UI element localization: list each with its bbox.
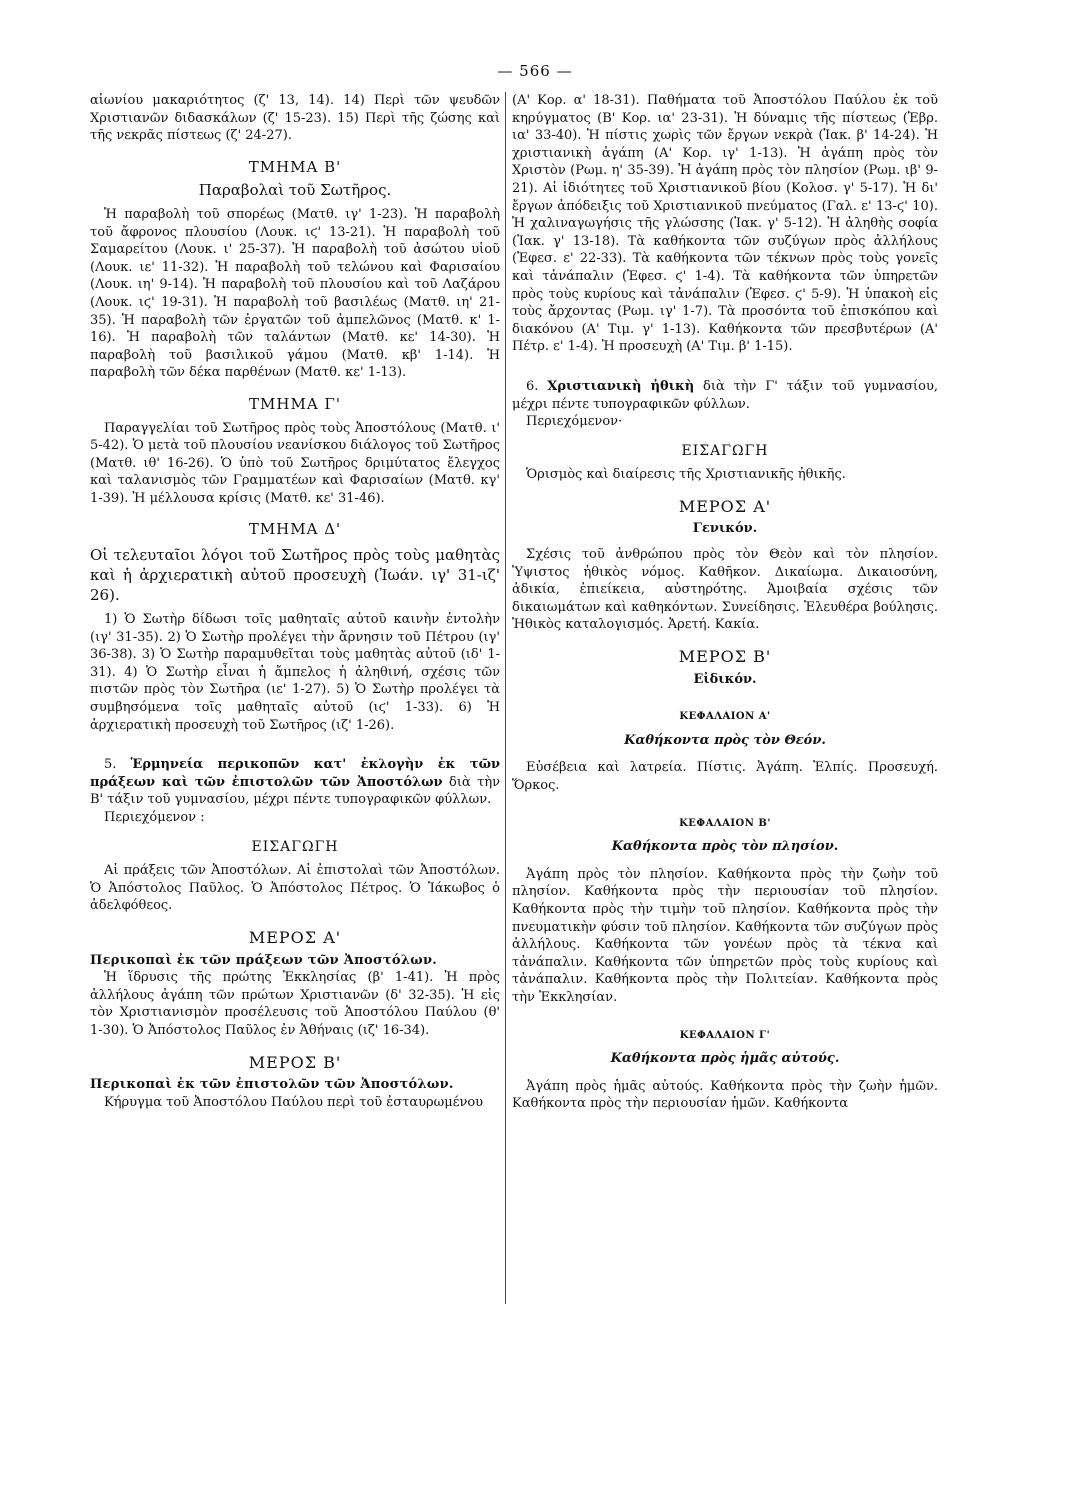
item-6-part-b-title: Εἰδικόν. [693, 671, 757, 687]
chapter-b-heading: ΚΕΦΑΛΑΙΟΝ Β' [679, 817, 771, 829]
section-c-heading: ΤΜΗΜΑ Γ' [249, 394, 341, 413]
item-5-introduction-text: Αἱ πράξεις τῶν Ἀποστόλων. Αἱ ἐπιστολαὶ τῶν Ἀποστόλων. Ὁ Ἀπόστολος Παῦλος. Ὁ Ἀπόστολος Πέτρος. Ὁ Ἰάκωβος ὁ ἀδελφόθεος. [90, 863, 500, 914]
right-column [512, 92, 938, 1113]
chapter-a-title: Καθήκοντα πρὸς τὸν Θεόν. [624, 732, 826, 748]
chapter-c-heading: ΚΕΦΑΛΑΙΟΝ Γ' [679, 1029, 771, 1041]
item-5-title: Ἑρμηνεία περικοπῶν κατ' ἐκλογὴν ἐκ τῶν πράξεων καὶ τῶν ἐπιστολῶν τῶν Ἀποστόλων [90, 757, 500, 790]
chapter-a-text: Εὐσέβεια καὶ λατρεία. Πίστις. Ἀγάπη. Ἐλπίς. Προσευχή. Ὅρκος. [512, 760, 938, 793]
item-5-part-a-heading: ΜΕΡΟΣ Α' [248, 927, 342, 947]
item-6-part-a-title: Γενικόν. [692, 521, 758, 537]
item-6-block [512, 378, 938, 431]
chapter-c-text: Ἀγάπη πρὸς ἡμᾶς αὐτούς. Καθήκοντα πρὸς τὴν ζωὴν ἡμῶν. Καθήκοντα πρὸς τὴν περιουσίαν ἡμῶν. Καθήκοντα [512, 1078, 938, 1112]
item-5-part-b-title: Περικοπαὶ ἐκ τῶν ἐπιστολῶν τῶν Ἀποστόλων. [90, 1077, 454, 1093]
column-divider [505, 92, 506, 1304]
page-number: — 566 — [497, 62, 573, 80]
item-5-description: διὰ τὴν Β' τάξιν τοῦ γυμνασίου, μέχρι πέντε τυπογραφικῶν φύλλων. [90, 774, 501, 808]
item-6-number: 6. [526, 378, 539, 394]
item-6-part-a-text: Σχέσις τοῦ ἀνθρώπου πρὸς τὸν Θεὸν καὶ τὸν πλησίον. Ὑψιστος ἠθικὸς νόμος. Καθῆκον. Δικαίωμα. Δικαιοσύνη, ἀδικία, ἐπιείκεια, αὐστηρότης. Ἀμοιβαία σχέσις τῶν δικαιωμάτων καὶ καθηκόντων. Συνείδησις. Ἐλευθέρα βούλησις. Ἠθικὸς καταλογισμός. Ἀρετή. Κακία. [512, 547, 938, 633]
left-column [90, 92, 500, 1111]
item-6-description: διὰ τὴν Γ' τάξιν τοῦ γυμνασίου, μέχρι πέντε τυπογραφικῶν φύλλων. [512, 378, 939, 412]
item-5-introduction-heading: ΕΙΣΑΓΩΓΗ [251, 838, 339, 855]
chapter-c-title: Καθήκοντα πρὸς ἡμᾶς αὐτούς. [610, 1051, 840, 1067]
section-c-text: Παραγγελίαι τοῦ Σωτῆρος πρὸς τοὺς Ἀποστόλους (Ματθ. ι' 5-42). Ὁ μετὰ τοῦ πλουσίου νεανίσκου διάλογος τοῦ Σωτῆρος (Ματθ. ιθ' 16-26). Ὁ ὑπὸ τοῦ Σωτῆρος δριμύτατος ἔλεγχος καὶ ταλανισμὸς τῶν Γραμματέων καὶ Φαρισαίων (Ματθ. κγ' 1-39). Ἡ μέλλουσα κρίσις (Ματθ. κε' 31-46). [90, 420, 500, 506]
chapter-b-title: Καθήκοντα πρὸς τὸν πλησίον. [611, 839, 839, 855]
chapter-a-heading: ΚΕΦΑΛΑΙΟΝ Α' [679, 711, 771, 723]
section-d-text: 1) Ὁ Σωτὴρ δίδωσι τοῖς μαθηταῖς αὐτοῦ καινὴν ἐντολὴν (ιγ' 31-35). 2) Ὁ Σωτὴρ προλέγει τὴν ἄρνησιν τοῦ Πέτρου (ιγ' 36-38). 3) Ὁ Σωτὴρ παραμυθεῖται τοὺς μαθητὰς αὐτοῦ (ιδ' 1-31). 4) Ὁ Σωτὴρ εἶναι ἡ ἄμπελος ἡ ἀληθινή, σχέσις τῶν πιστῶν πρὸς τὸν Σωτῆρα (ιε' 1-27). 5) Ὁ Σωτὴρ προλέγει τὰ συμβησόμενα τοῖς μαθηταῖς αὐτοῦ (ιϛ' 1-33). 6) Ἡ ἀρχιερατικὴ προσευχὴ τοῦ Σωτῆρος (ιζ' 1-26). [90, 612, 500, 733]
item-6-title: Χριστιανικὴ ἠθικὴ [547, 378, 695, 394]
right-continuation-paragraph: (Α' Κορ. α' 18-31). Παθήματα τοῦ Ἀποστόλου Παύλου ἐκ τοῦ κηρύγματος (Β' Κορ. ια' 23-31). Ἡ δύναμις τῆς πίστεως (Ἑβρ. ια' 33-40). Ἡ πίστις χωρὶς τῶν ἔργων νεκρὰ (Ἰακ. β' 14-24). Ἡ χριστιανικὴ ἀγάπη (Α' Κορ. ιγ' 1-13). Ἡ ἀγάπη πρὸς τὸν Χριστὸν (Ρωμ. η' 35-39). Ἡ ἀγάπη πρὸς τὸν πλησίον (Ρωμ. ιβ' 9-21). Αἱ ἰδιότητες τοῦ Χριστιανικοῦ βίου (Κολοσ. γ' 5-17). Ἡ δι' ἔργων ἀπόδειξις τοῦ Χριστιανικοῦ πνεύματος (Γαλ. ε' 13-ϛ' 10). Ἡ χαλιναγωγήσις τῆς γλώσσης (Ἰακ. γ' 5-12). Ἡ ἀληθὴς σοφία (Ἰακ. γ' 13-18). Τὰ καθήκοντα τῶν συζύγων πρὸς ἀλλήλους (Ἐφεσ. ε' 22-33). Τὰ καθήκοντα τῶν τέκνων πρὸς τοὺς γονεῖς καὶ τἀνάπαλιν (Ἐφεσ. ϛ' 1-4). Τὰ καθήκοντα τῶν ὑπηρετῶν πρὸς τοὺς κυρίους καὶ τἀνάπαλιν (Ἐφεσ. ϛ' 5-9). Ἡ ὑπακοὴ εἰς τοὺς ἄρχοντας (Ρωμ. ιγ' 1-7). Τὰ προσόντα τοῦ ἐπισκόπου καὶ διακόνου (Α' Τιμ. γ' 1-13). Καθήκοντα τῶν πρεσβυτέρων (Α' Πέτρ. ε' 1-4). Ἡ προσευχὴ (Α' Τιμ. β' 1-15). [512, 93, 938, 355]
item-5-block [90, 756, 500, 826]
item-5-number: 5. [104, 757, 117, 773]
item-6-contents-label: Περιεχόμενον· [526, 414, 623, 430]
item-5-contents-label: Περιεχόμενον : [104, 810, 205, 825]
section-d-heading: ΤΜΗΜΑ Δ' [248, 520, 342, 539]
section-d-title: Οἱ τελευταῖοι λόγοι τοῦ Σωτῆρος πρὸς τοὺς μαθητὰς καὶ ἡ ἀρχιερατικὴ αὐτοῦ προσευχὴ (Ἰωάν. ιγ' 31-ιζ' 26). [90, 546, 500, 605]
item-5-part-b-heading: ΜΕΡΟΣ Β' [248, 1052, 342, 1072]
item-6-part-b-heading: ΜΕΡΟΣ Β' [678, 647, 772, 667]
section-b-title: Παραβολαὶ τοῦ Σωτῆρος. [198, 181, 392, 200]
item-5-part-a-title: Περικοπαὶ ἐκ τῶν πράξεων τῶν Ἀποστόλων. [90, 952, 438, 968]
item-6-introduction-heading: ΕΙΣΑΓΩΓΗ [681, 442, 769, 459]
item-5-part-a-text: Ἡ ἵδρυσις τῆς πρώτης Ἐκκλησίας (β' 1-41). Ἡ πρὸς ἀλλήλους ἀγάπη τῶν πρώτων Χριστιανῶν (δ' 32-35). Ἡ εἰς τὸν Χριστιανισμὸν προσέλευσις τοῦ Ἀποστόλου Παύλου (θ' 1-30). Ὁ Ἀπόστολος Παῦλος ἐν Ἀθήναις (ιζ' 16-34). [90, 970, 500, 1038]
section-b-text: Ἡ παραβολὴ τοῦ σπορέως (Ματθ. ιγ' 1-23). Ἡ παραβολὴ τοῦ ἄφρονος πλουσίου (Λουκ. ιϛ' 13-21). Ἡ παραβολὴ τοῦ Σαμαρείτου (Λουκ. ι' 25-37). Ἡ παραβολὴ τοῦ ἀσώτου υἱοῦ (Λουκ. ιε' 11-32). Ἡ παραβολὴ τοῦ τελώνου καὶ Φαρισαίου (Λουκ. ιη' 9-14). Ἡ παραβολὴ τοῦ πλουσίου καὶ τοῦ Λαζάρου (Λουκ. ιϛ' 19-31). Ἡ παραβολὴ τοῦ βασιλέως (Ματθ. ιη' 21-35). Ἡ παραβολὴ τῶν ἐργατῶν τοῦ ἀμπελῶνος (Ματθ. κ' 1-16). Ἡ παραβολὴ τῶν ταλάντων (Ματθ. κε' 14-30). Ἡ παραβολὴ τοῦ βασιλικοῦ γάμου (Ματθ. κβ' 1-14). Ἡ παραβολὴ τῶν δέκα παρθένων (Ματθ. κε' 1-13). [90, 206, 500, 381]
item-6-part-a-heading: ΜΕΡΟΣ Α' [678, 496, 772, 516]
item-6-introduction-text: Ὁρισμὸς καὶ διαίρεσις τῆς Χριστιανικῆς ἠθικῆς. [526, 467, 846, 483]
section-b-heading: ΤΜΗΜΑ Β' [248, 157, 342, 176]
chapter-b-text: Ἀγάπη πρὸς τὸν πλησίον. Καθήκοντα πρὸς τὴν ζωὴν τοῦ πλησίον. Καθήκοντα πρὸς τὴν περιουσίαν τοῦ πλησίον. Καθήκοντα πρὸς τὴν τιμὴν τοῦ πλησίον. Καθήκοντα πρὸς τὴν πνευματικὴν φύσιν τοῦ πλησίον. Καθήκοντα τῶν συζύγων πρὸς ἀλλήλους. Καθήκοντα τῶν γονέων πρὸς τὰ τέκνα καὶ τἀνάπαλιν. Καθήκοντα τῶν ὑπηρετῶν πρὸς τοὺς κυρίους καὶ τἀνάπαλιν. Καθήκοντα πρὸς τὴν Πολιτείαν. Καθήκοντα πρὸς τὴν Ἐκκλησίαν. [512, 866, 938, 1005]
left-intro-paragraph: αἰωνίου μακαριότητος (ζ' 13, 14). 14) Περὶ τῶν ψευδῶν Χριστιανῶν διδασκάλων (ζ' 15-23). 15) Περὶ τῆς ζώσης καὶ τῆς νεκρᾶς πίστεως (ζ' 24-27). [90, 93, 500, 144]
item-5-part-b-text: Κήρυγμα τοῦ Ἀποστόλου Παύλου περὶ τοῦ ἐσταυρωμένου [104, 1094, 484, 1110]
